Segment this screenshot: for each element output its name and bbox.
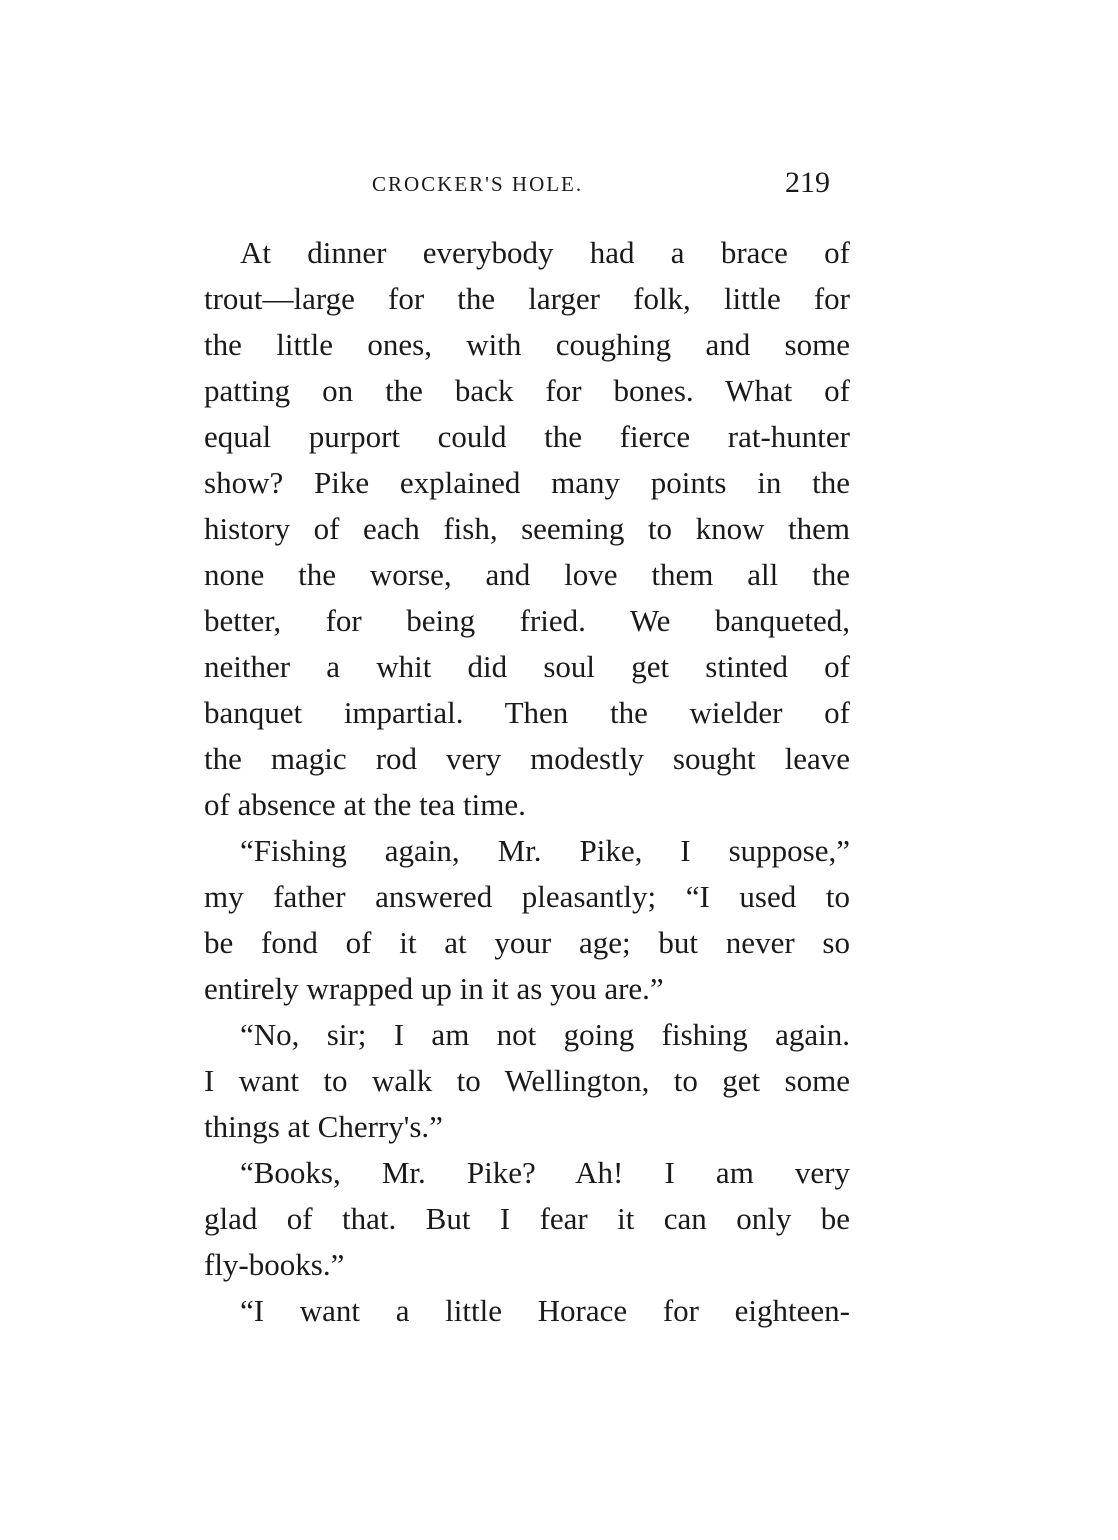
text-line: be fond of it at your age; but never so xyxy=(204,925,850,960)
text-line: At dinner everybody had a brace of xyxy=(240,235,850,270)
page-number: 219 xyxy=(785,166,830,199)
text-line: the little ones, with coughing and some xyxy=(204,327,850,362)
text-line: banquet impartial. Then the wielder of xyxy=(204,695,850,730)
text-line: the magic rod very modestly sought leave xyxy=(204,741,850,776)
text-line: trout—large for the larger folk, little for xyxy=(204,281,850,316)
text-line: “Fishing again, Mr. Pike, I suppose,” xyxy=(240,833,850,868)
text-line: of absence at the tea time. xyxy=(204,787,526,822)
text-line: show? Pike explained many points in the xyxy=(204,465,850,500)
text-line: entirely wrapped up in it as you are.” xyxy=(204,971,664,1006)
text-line: equal purport could the fierce rat-hunter xyxy=(204,419,850,454)
text-line: my father answered pleasantly; “I used to xyxy=(204,879,850,914)
text-line: better, for being fried. We banqueted, xyxy=(204,603,850,638)
running-title: CROCKER'S HOLE. xyxy=(372,172,584,196)
text-line: “I want a little Horace for eighteen- xyxy=(240,1293,850,1328)
text-line: “Books, Mr. Pike? Ah! I am very xyxy=(240,1155,850,1190)
text-line: I want to walk to Wellington, to get some xyxy=(204,1063,850,1098)
text-line: glad of that. But I fear it can only be xyxy=(204,1201,850,1236)
text-line: history of each fish, seeming to know them xyxy=(204,511,850,546)
text-line: fly-books.” xyxy=(204,1247,345,1282)
text-line: none the worse, and love them all the xyxy=(204,557,850,592)
text-line: “No, sir; I am not going fishing again. xyxy=(240,1017,850,1052)
text-line: neither a whit did soul get stinted of xyxy=(204,649,850,684)
text-line: patting on the back for bones. What of xyxy=(204,373,850,408)
body-text xyxy=(204,230,850,1334)
text-line: things at Cherry's.” xyxy=(204,1109,443,1144)
